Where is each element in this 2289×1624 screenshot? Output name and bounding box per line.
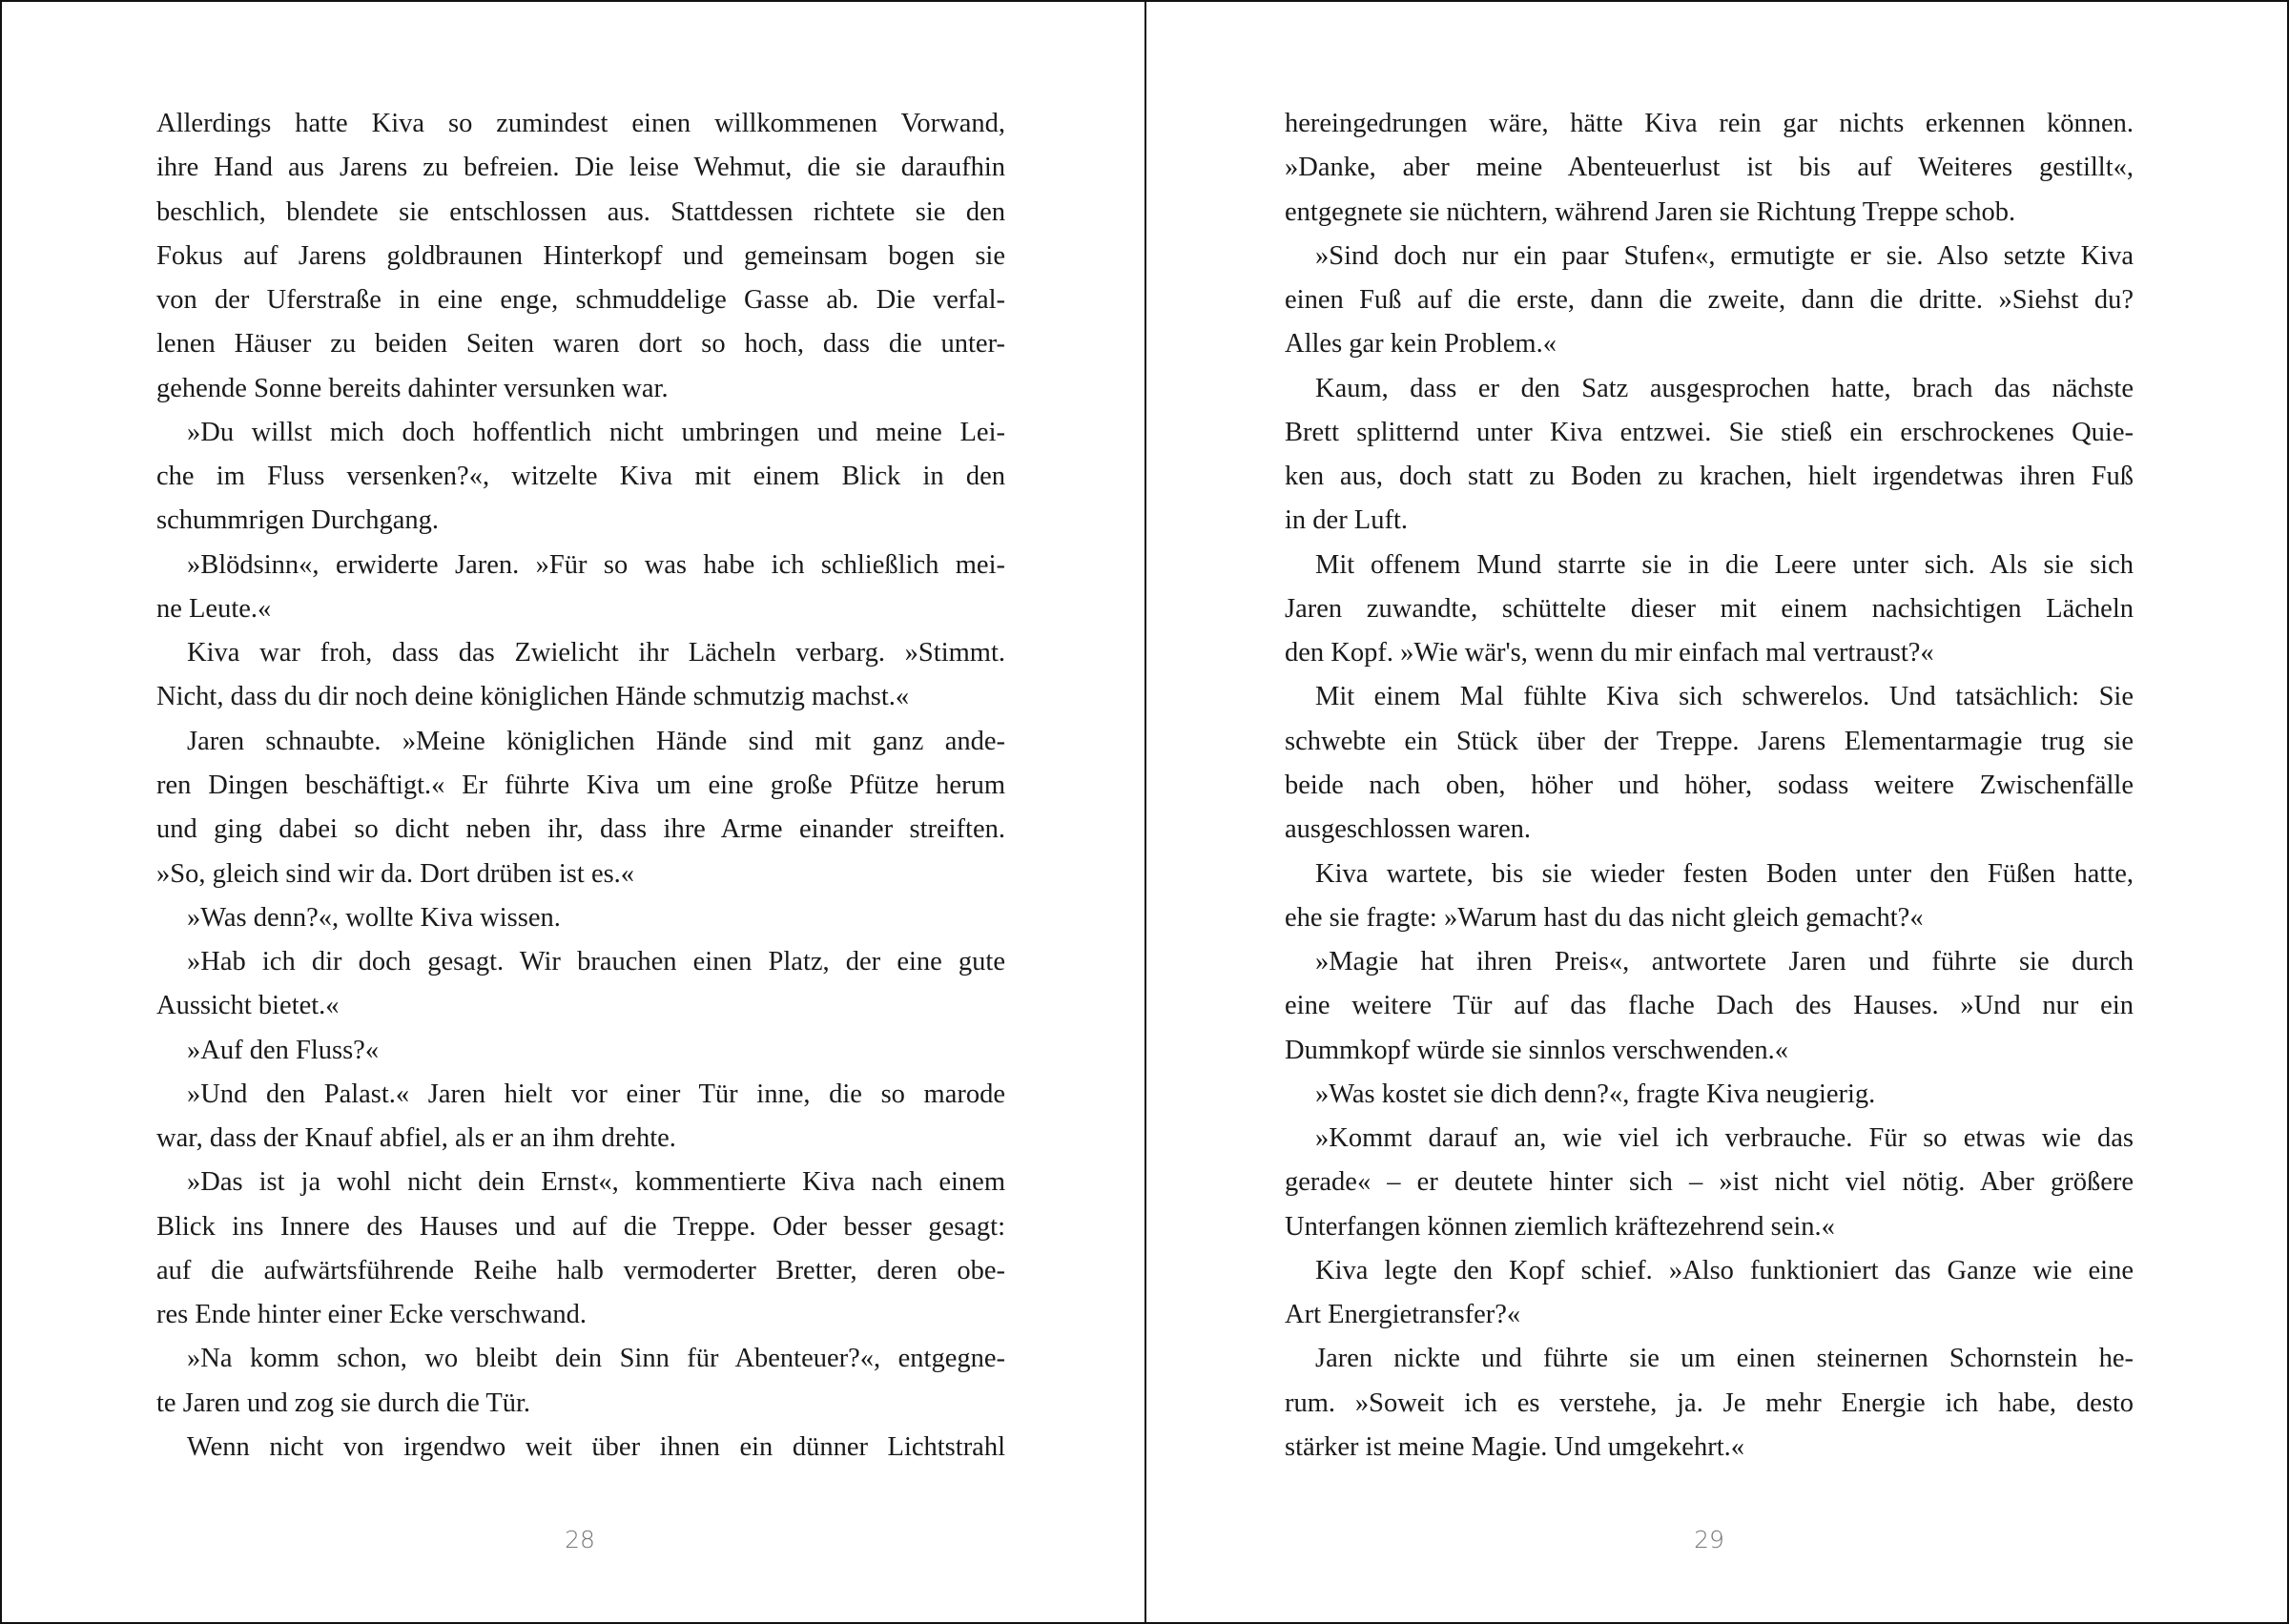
text-line: che im Fluss versenken?«, witzelte Kiva mit einem Blick in den [156, 462, 1005, 492]
paragraph [1285, 940, 2134, 1073]
paragraph [156, 544, 1005, 632]
text-line: »Das ist ja wohl nicht dein Ernst«, kommentierte Kiva nach einem [187, 1167, 1005, 1198]
text-line: Kaum, dass er den Satz ausgesprochen hatte, brach das nächste [1315, 373, 2134, 403]
page-number: 29 [1694, 1526, 1724, 1553]
paragraph [1285, 1337, 2134, 1470]
text-line: Nicht, dass du dir noch deine königlichen Hände schmutzig machst.« [156, 682, 910, 712]
text-line: »Magie hat ihren Preis«, antwortete Jaren und führte sie durch [1315, 947, 2134, 977]
text-line: lenen Häuser zu beiden Seiten waren dort so hoch, dass die unter- [156, 329, 1005, 360]
text-line: Alles gar kein Problem.« [1285, 329, 1557, 360]
text-line: »Was denn?«, wollte Kiva wissen. [187, 902, 561, 933]
text-line: ken aus, doch statt zu Boden zu krachen, hielt irgendetwas ihren Fuß [1285, 462, 2134, 492]
paragraph [156, 940, 1005, 1029]
text-line: Mit offenem Mund starrte sie in die Leere unter sich. Als sie sich [1315, 549, 2134, 580]
text-line: ihre Hand aus Jarens zu befreien. Die leise Wehmut, die sie daraufhin [156, 153, 1005, 183]
text-line: Dummkopf würde sie sinnlos verschwenden.« [1285, 1035, 1788, 1065]
paragraph [156, 411, 1005, 544]
text-line: schwebte ein Stück über der Treppe. Jarens Elementarmagie trug sie [1285, 726, 2134, 756]
text-line: »Und den Palast.« Jaren hielt vor einer Tür inne, die so marode [187, 1079, 1005, 1109]
text-line: beschlich, blendete sie entschlossen aus. Stattdessen richtete sie den [156, 196, 1005, 227]
text-line: auf die aufwärtsführende Reihe halb vermoderter Bretter, deren obe- [156, 1255, 1005, 1285]
paragraph [156, 102, 1005, 411]
text-line: gehende Sonne bereits dahinter versunken war. [156, 373, 669, 403]
page-body [1285, 102, 2134, 1470]
text-line: »Hab ich dir doch gesagt. Wir brauchen einen Platz, der eine gute [187, 947, 1005, 977]
paragraph [1285, 853, 2134, 941]
paragraph [156, 631, 1005, 720]
text-line: ne Leute.« [156, 593, 272, 624]
text-line: Blick ins Innere des Hauses und auf die Treppe. Oder besser gesagt: [156, 1211, 1005, 1242]
text-line: Art Energietransfer?« [1285, 1300, 1521, 1330]
paragraph [1285, 1117, 2134, 1249]
text-line: »Danke, aber meine Abenteuerlust ist bis auf Weiteres gestillt«, [1285, 153, 2134, 183]
paragraph [1285, 544, 2134, 676]
text-line: »Na komm schon, wo bleibt dein Sinn für Abenteuer?«, entgegne- [187, 1344, 1005, 1374]
text-line: ren Dingen beschäftigt.« Er führte Kiva um eine große Pfütze herum [156, 770, 1005, 800]
text-line: Jaren zuwandte, schüttelte dieser mit einem nachsichtigen Lächeln [1285, 593, 2134, 624]
text-line: den Kopf. »Wie wär's, wenn du mir einfach mal vertraust?« [1285, 638, 1934, 668]
text-line: Wenn nicht von irgendwo weit über ihnen ein dünner Lichtstrahl [187, 1431, 1005, 1462]
text-line: te Jaren und zog sie durch die Tür. [156, 1388, 531, 1418]
text-line: ausgeschlossen waren. [1285, 814, 1532, 845]
text-line: Jaren schnaubte. »Meine königlichen Hände sind mit ganz ande- [187, 726, 1005, 756]
page-number: 28 [565, 1526, 595, 1553]
text-line: war, dass der Knauf abfiel, als er an ihm drehte. [156, 1123, 676, 1154]
paragraph [1285, 102, 2134, 146]
text-line: res Ende hinter einer Ecke verschwand. [156, 1300, 588, 1330]
text-line: gerade« – er deutete hinter sich – »ist nicht viel nötig. Aber größere [1285, 1167, 2134, 1198]
text-line: »Blödsinn«, erwiderte Jaren. »Für so was habe ich schließlich mei- [187, 549, 1005, 580]
paragraph [156, 1426, 1005, 1470]
paragraph [156, 1161, 1005, 1337]
text-line: einen Fuß auf die erste, dann die zweite, dann die dritte. »Siehst du? [1285, 285, 2134, 316]
text-line: Fokus auf Jarens goldbraunen Hinterkopf und gemeinsam bogen sie [156, 240, 1005, 271]
text-line: eine weitere Tür auf das flache Dach des Hauses. »Und nur ein [1285, 991, 2134, 1021]
paragraph [1285, 235, 2134, 367]
page-body [156, 102, 1005, 1470]
text-line: »Auf den Fluss?« [187, 1035, 380, 1065]
paragraph [1285, 1249, 2134, 1338]
paragraph [156, 1337, 1005, 1426]
text-line: Jaren nickte und führte sie um einen steinernen Schornstein he- [1315, 1344, 2134, 1374]
text-line: Unterfangen können ziemlich kräftezehrend sein.« [1285, 1211, 1835, 1242]
text-line: hereingedrungen wäre, hätte Kiva rein gar nichts erkennen können. [1285, 109, 2134, 138]
text-line: Mit einem Mal fühlte Kiva sich schwerelos. Und tatsächlich: Sie [1315, 682, 2134, 712]
paragraph [1285, 367, 2134, 544]
paragraph [1285, 146, 2134, 235]
text-line: »So, gleich sind wir da. Dort drüben ist es.« [156, 858, 635, 889]
text-line: Kiva war froh, dass das Zwielicht ihr Lächeln verbarg. »Stimmt. [187, 638, 1005, 668]
text-line: »Kommt darauf an, wie viel ich verbrauche. Für so etwas wie das [1315, 1123, 2134, 1154]
text-line: Brett splitternd unter Kiva entzwei. Sie stieß ein erschrockenes Quie- [1285, 417, 2134, 447]
text-line: Kiva wartete, bis sie wieder festen Boden unter den Füßen hatte, [1315, 858, 2134, 889]
paragraph [1285, 675, 2134, 852]
text-line: und ging dabei so dicht neben ihr, dass ihre Arme einander streiften. [156, 814, 1005, 845]
text-line: von der Uferstraße in eine enge, schmuddelige Gasse ab. Die verfal- [156, 285, 1005, 316]
text-line: entgegnete sie nüchtern, während Jaren sie Richtung Treppe schob. [1285, 196, 2016, 227]
paragraph [1285, 1073, 2134, 1117]
text-line: ehe sie fragte: »Warum hast du das nicht gleich gemacht?« [1285, 902, 1924, 933]
paragraph [156, 1029, 1005, 1073]
text-line: in der Luft. [1285, 505, 1409, 536]
text-line: »Was kostet sie dich denn?«, fragte Kiva neugierig. [1315, 1079, 1876, 1109]
right-page [1146, 0, 2289, 1624]
text-line: Allerdings hatte Kiva so zumindest einen willkommenen Vorwand, [156, 109, 1005, 138]
left-page [0, 0, 1144, 1624]
text-line: beide nach oben, höher und höher, sodass weitere Zwischenfälle [1285, 770, 2134, 800]
text-line: Aussicht bietet.« [156, 991, 340, 1021]
text-line: stärker ist meine Magie. Und umgekehrt.« [1285, 1431, 1744, 1462]
paragraph [156, 1073, 1005, 1161]
text-line: rum. »Soweit ich es verstehe, ja. Je mehr Energie ich habe, desto [1285, 1388, 2134, 1418]
text-line: schummrigen Durchgang. [156, 505, 440, 536]
paragraph [156, 896, 1005, 940]
text-line: »Sind doch nur ein paar Stufen«, ermutigte er sie. Also setzte Kiva [1315, 240, 2134, 271]
text-line: Kiva legte den Kopf schief. »Also funktioniert das Ganze wie eine [1315, 1255, 2134, 1285]
text-line: »Du willst mich doch hoffentlich nicht umbringen und meine Lei- [187, 417, 1005, 447]
paragraph [156, 720, 1005, 896]
